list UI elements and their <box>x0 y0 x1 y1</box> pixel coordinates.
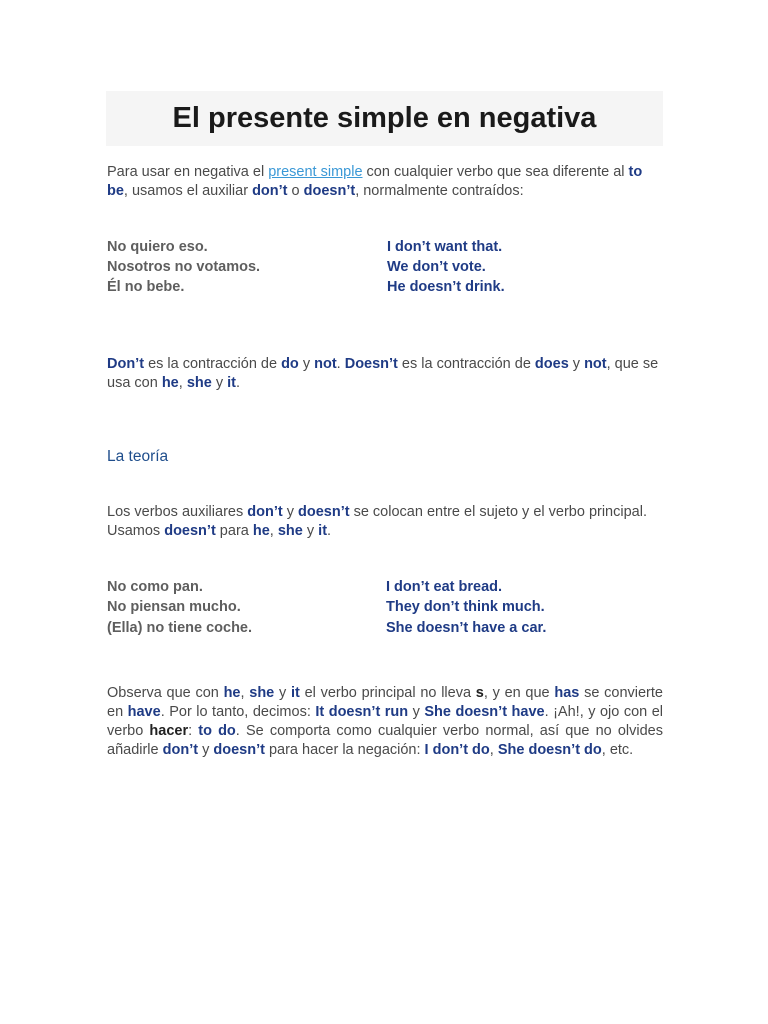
keyword: don’t <box>247 504 283 520</box>
keyword: does <box>534 356 569 372</box>
observe-text: . Se comporta como cualquier verbo normal, así que no olvides añadirle <box>107 723 663 758</box>
contraction-text: y <box>568 356 585 372</box>
observe-text: : <box>188 723 199 739</box>
keyword: to do <box>198 723 236 739</box>
contraction-text: , <box>178 375 187 391</box>
example-english: They don’t think much. <box>386 599 545 615</box>
contraction-text: es la contracción de <box>144 356 282 372</box>
keyword: She doesn’t do <box>497 742 602 758</box>
observe-text: para hacer la negación: <box>264 742 425 758</box>
intro-text: o <box>287 183 304 199</box>
observe-text: y <box>198 742 214 758</box>
keyword: not <box>584 356 607 372</box>
keyword: he <box>161 375 179 391</box>
keyword: not <box>314 356 337 372</box>
keyword: doesn’t <box>164 523 216 539</box>
contraction-paragraph <box>107 355 663 393</box>
example-spanish: Nosotros no votamos. <box>107 259 261 275</box>
theory-text: , <box>269 523 278 539</box>
keyword: hacer <box>149 723 189 739</box>
keyword: she <box>249 685 275 701</box>
title-box <box>106 91 663 146</box>
observe-text: el verbo principal no lleva <box>299 685 476 701</box>
keyword: to be <box>107 164 643 199</box>
example-spanish: No como pan. <box>107 579 203 595</box>
intro-text: , usamos el auxiliar <box>123 183 253 199</box>
contraction-text: , que se usa con <box>107 356 659 391</box>
example-english: He doesn’t drink. <box>387 279 505 295</box>
contraction-text: es la contracción de <box>397 356 535 372</box>
intro-text: con cualquier verbo que sea diferente al <box>362 164 629 180</box>
keyword: don’t <box>162 742 199 758</box>
example-english: I don’t eat bread. <box>386 579 503 595</box>
observe-text: y <box>274 685 291 701</box>
keyword: have <box>127 704 161 720</box>
keyword: he <box>223 685 241 701</box>
keyword: Doesn’t <box>344 356 398 372</box>
keyword: don’t <box>252 183 288 199</box>
present-simple-link[interactable]: present simple <box>268 164 363 180</box>
keyword: she <box>277 523 303 539</box>
keyword: he <box>252 523 270 539</box>
intro-paragraph <box>107 163 663 201</box>
theory-text: . <box>327 523 332 539</box>
keyword: She doesn’t have <box>424 704 545 720</box>
keyword: do <box>281 356 299 372</box>
intro-text: Para usar en negativa el <box>107 164 269 180</box>
keyword: I don’t do <box>424 742 490 758</box>
theory-text: y <box>302 523 319 539</box>
example-english: She doesn’t have a car. <box>386 620 547 636</box>
keyword: she <box>186 375 212 391</box>
observe-paragraph <box>107 684 663 760</box>
observe-text: se convierte en <box>107 685 663 720</box>
observe-text: . ¡Ah!, y ojo con el verbo <box>107 704 663 739</box>
observe-text: Observa que con <box>107 685 224 701</box>
page-title: El presente simple en negativa <box>172 102 597 134</box>
theory-text: y <box>282 504 298 520</box>
contraction-text: y <box>211 375 228 391</box>
keyword: doesn’t <box>213 742 265 758</box>
contraction-text: y <box>298 356 315 372</box>
contraction-text: . <box>235 375 241 391</box>
observe-text: y <box>408 704 425 720</box>
theory-paragraph <box>107 503 663 541</box>
theory-text: para <box>215 523 253 539</box>
keyword: It doesn’t run <box>315 704 409 720</box>
keyword: it <box>227 375 236 391</box>
keyword: Don’t <box>107 356 145 372</box>
intro-text: , normalmente contraídos: <box>355 183 524 199</box>
example-spanish: (Ella) no tiene coche. <box>107 620 253 636</box>
keyword: it <box>318 523 328 539</box>
observe-text: . Por lo tanto, decimos: <box>160 704 316 720</box>
example-spanish: Él no bebe. <box>107 279 185 295</box>
example-spanish: No quiero eso. <box>107 239 208 255</box>
observe-text: , etc. <box>601 742 634 758</box>
example-english: We don’t vote. <box>387 259 486 275</box>
example-english: I don’t want that. <box>387 239 503 255</box>
contraction-text: . <box>336 356 345 372</box>
example-spanish: No piensan mucho. <box>107 599 241 615</box>
observe-text: , y en que <box>483 685 555 701</box>
observe-text: , <box>240 685 250 701</box>
section-heading: La teoría <box>107 448 169 465</box>
keyword: it <box>290 685 300 701</box>
keyword: doesn’t <box>298 504 350 520</box>
observe-text: , <box>489 742 498 758</box>
theory-text: se colocan entre el sujeto y el verbo principal. Usamos <box>107 504 647 539</box>
keyword: doesn’t <box>303 183 356 199</box>
keyword: has <box>554 685 580 701</box>
theory-text: Los verbos auxiliares <box>107 504 248 520</box>
keyword: s <box>475 685 484 701</box>
